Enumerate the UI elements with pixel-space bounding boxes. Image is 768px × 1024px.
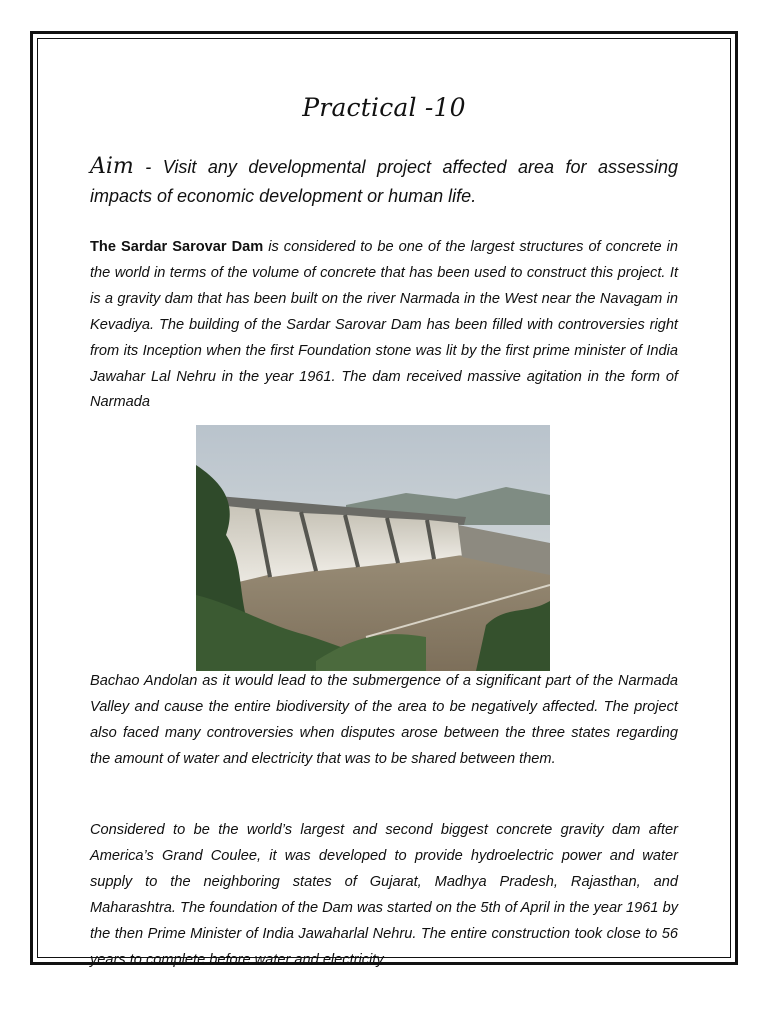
dam-name-lead: The Sardar Sarovar Dam — [90, 239, 264, 255]
paragraph-agitation: Bachao Andolan as it would lead to the submergence of a significant part of the Narmada Valley and cause the entire biodiversity of the area to be negatively affected. The project also faced many controversies when disputes arose between the three states regarding the amount of water and electricity that was to be shared between them. — [90, 673, 678, 767]
page-title: Practical -10 — [302, 93, 466, 122]
paragraph-intro-text: is considered to be one of the largest structures of concrete in the world in terms of the volume of concrete that has been used to construct this project. It is a gravity dam that has been built on the river Narmada in the West near the Navagam in Kevadiya. The building of the Sardar Sarovar Dam has been filled with controversies right from its Inception when the first Foundation stone was lit by the first prime minister of India Jawahar Lal Nehru in the year 1961. The dam received massive agitation in the form of Narmada — [90, 239, 678, 411]
paragraph-construction: Considered to be the world’s largest and second biggest concrete gravity dam after America’s Grand Coulee, it was developed to provide hydroelectric power and water supply to the neighboring states of Gujarat, Madhya Pradesh, Rajasthan, and Maharashtra. The foundation of the Dam was started on the 5th of April in the year 1961 by the then Prime Minister of India Jawaharlal Nehru. The entire construction took close to 56 years to complete before water and electricity — [90, 822, 678, 968]
aim-label: Aim — [90, 154, 134, 179]
dam-photo — [196, 425, 550, 671]
paragraph-intro — [90, 235, 678, 416]
aim-text: - Visit any developmental project affected area for assessing impacts of economic development or human life. — [90, 157, 678, 206]
aim-statement — [90, 152, 678, 211]
dam-photo-illustration — [196, 425, 550, 671]
